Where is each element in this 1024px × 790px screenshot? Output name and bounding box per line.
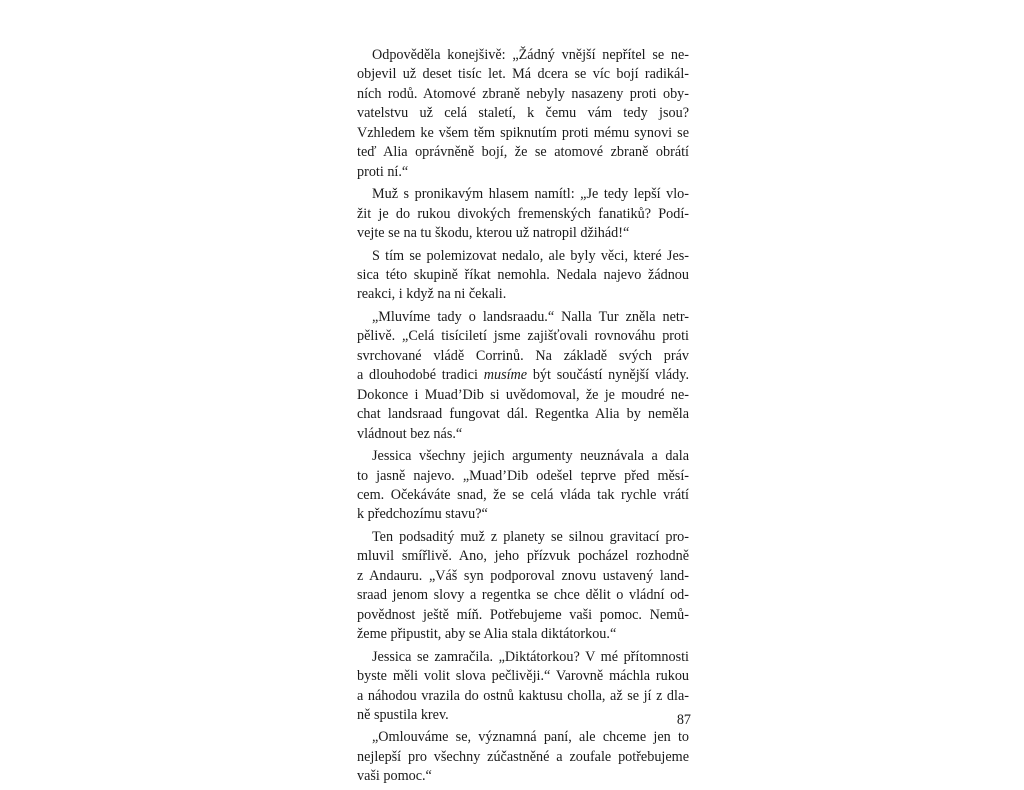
text-line: „Omlouváme se, významná paní, ale chceme jen to — [372, 729, 689, 746]
text-line: Ten podsaditý muž z planety se silnou gravitací pro- — [372, 528, 689, 545]
text-line: nejlepší pro všechny zúčastněné a zoufale potřebujeme — [357, 748, 689, 765]
text-line: svrchované vládě Corrinů. Na základě svých práv — [357, 347, 689, 364]
text-line: sica této skupině říkat nemohla. Nedala najevo žádnou — [357, 266, 689, 283]
text-line-with-emphasis — [342, 366, 689, 385]
text-segment: a dlouhodobé tradici — [357, 367, 484, 384]
text-line: chat landsraad fungovat dál. Regentka Alia by neměla — [357, 406, 689, 423]
text-line: proti ní.“ — [357, 163, 409, 180]
emphasized-word: musíme — [483, 367, 528, 384]
text-line: Vzhledem ke všem těm spiknutím proti mému synovi se — [357, 124, 689, 141]
text-line: ních rodů. Atomové zbraně nebyly nasazeny proti oby- — [357, 85, 689, 102]
text-line: a náhodou vrazila do ostnů kaktusu cholla, až se jí z dla- — [357, 687, 689, 704]
text-line: reakci, i když na ni čekali. — [357, 286, 507, 303]
text-line: vládnout bez nás.“ — [357, 425, 463, 442]
text-line: mluvil smířlivě. Ano, jeho přízvuk pocházel rozhodně — [357, 548, 689, 565]
text-line: „Mluvíme tady o landsraadu.“ Nalla Tur zněla netr- — [372, 308, 689, 325]
text-line: vaši pomoc.“ — [357, 768, 432, 785]
paragraph — [342, 728, 689, 786]
paragraph — [342, 528, 689, 645]
text-line: povědnost ještě míň. Potřebujeme vaši pomoc. Nemů- — [357, 606, 689, 623]
text-line: žit je do rukou divokých fremenských fanatiků? Podí- — [357, 205, 689, 222]
text-line: to jasně najevo. „Muad’Dib odešel teprve před měsí- — [357, 467, 689, 484]
paragraph — [342, 447, 689, 525]
text-line: Odpověděla konejšivě: „Žádný vnější nepřítel se ne- — [372, 47, 689, 63]
paragraph — [342, 648, 689, 726]
text-line: žeme připustit, aby se Alia stala diktátorkou.“ — [357, 626, 617, 643]
text-line: vatelstvu už celá staletí, k čemu vám tedy jsou? — [357, 105, 689, 122]
text-line: pělivě. „Celá tisíciletí jsme zajišťovali rovnováhu proti — [357, 328, 689, 345]
page-number: 87 — [676, 712, 691, 728]
text-line: k předchozímu stavu?“ — [357, 506, 488, 523]
text-line: byste měli volit slova pečlivěji.“ Varovně máchla rukou — [357, 668, 689, 685]
text-line: z Andauru. „Váš syn podporoval znovu ustavený land- — [357, 567, 689, 584]
paragraph — [342, 247, 689, 305]
text-line: Jessica se zamračila. „Diktátorkou? V mé přítomnosti — [372, 648, 689, 665]
text-line: sraad jenom slovy a regentka se chce dělit o vládní od- — [357, 587, 689, 604]
text-segment: být součástí nynější vlády. — [527, 367, 689, 384]
text-line: Dokonce i Muad’Dib si uvědomoval, že je moudré ne- — [357, 386, 689, 403]
text-line: vejte se na tu škodu, kterou už natropil džihád!“ — [357, 225, 630, 242]
body-text — [342, 46, 689, 790]
text-line: Jessica všechny jejich argumenty neuznávala a dala — [372, 448, 689, 465]
paragraph — [342, 308, 689, 444]
paragraph — [342, 185, 689, 243]
text-line: ně spustila krev. — [357, 706, 449, 723]
text-line: objevil už deset tisíc let. Má dcera se víc bojí radikál- — [357, 66, 689, 83]
text-line: S tím se polemizovat nedalo, ale byly věci, které Jes- — [372, 247, 689, 264]
text-line: cem. Očekáváte snad, že se celá vláda tak rychle vrátí — [357, 486, 689, 503]
text-line: teď Alia oprávněně bojí, že se atomové zbraně obrátí — [357, 144, 689, 161]
paragraph — [342, 46, 689, 182]
text-line: Muž s pronikavým hlasem namítl: „Je tedy lepší vlo- — [372, 186, 689, 203]
